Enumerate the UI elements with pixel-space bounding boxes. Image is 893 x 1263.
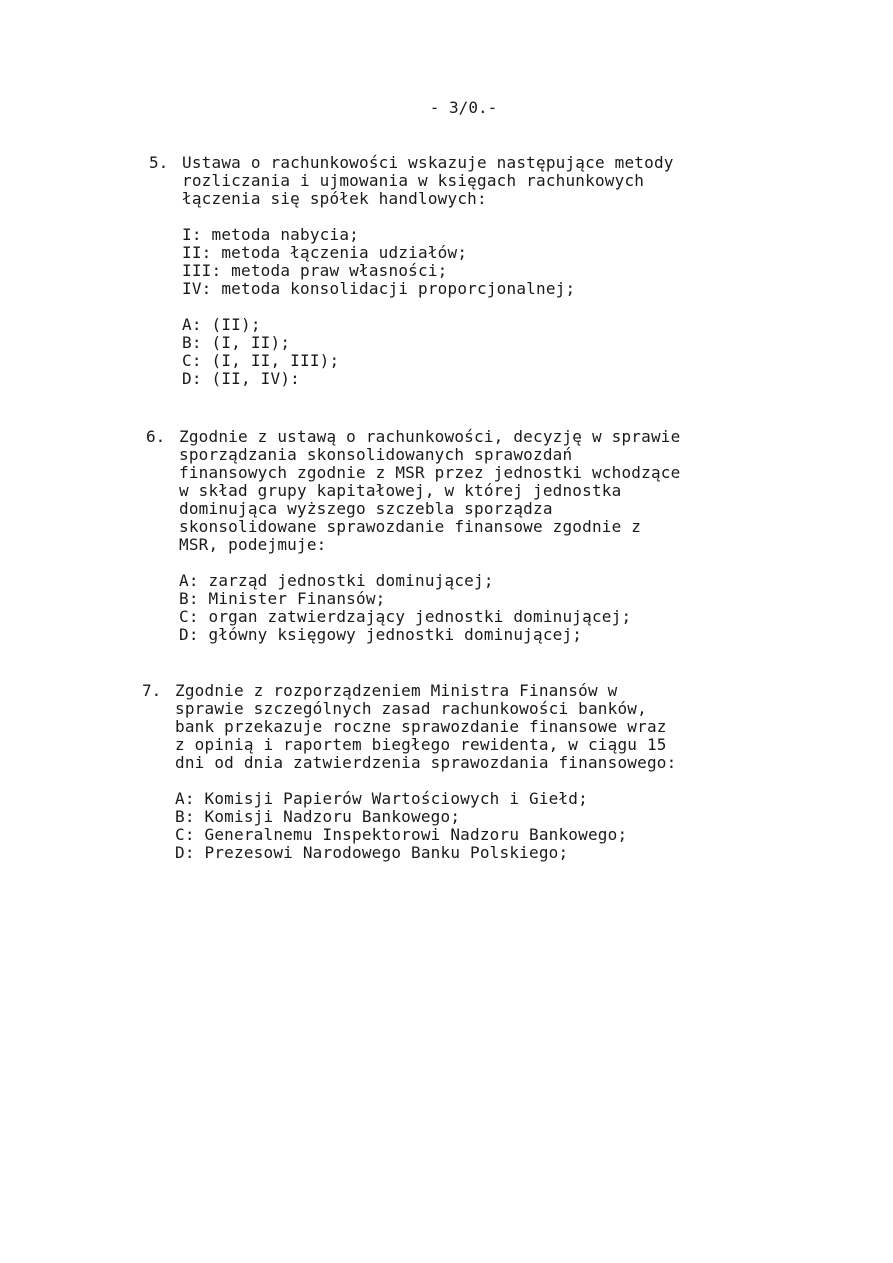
question-number: 6. (146, 427, 166, 446)
question-7 (142, 681, 893, 862)
answer-option-c: C: Generalnemu Inspektorowi Nadzoru Bankowego; (175, 825, 628, 844)
question-stem-line: bank przekazuje roczne sprawozdanie finansowe wraz (175, 717, 667, 736)
question-number: 7. (142, 681, 162, 700)
answer-option-d: D: główny księgowy jednostki dominującej; (179, 625, 583, 644)
question-stem-line: sprawie szczególnych zasad rachunkowości banków, (175, 699, 647, 718)
answer-option-d: D: Prezesowi Narodowego Banku Polskiego; (175, 843, 569, 862)
spacer (179, 554, 893, 572)
question-stem-line: MSR, podejmuje: (179, 535, 327, 554)
method-item: III: metoda praw własności; (182, 261, 448, 280)
question-stem-line: dni od dnia zatwierdzenia sprawozdania finansowego: (175, 753, 677, 772)
question-stem-line: z opinią i raportem biegłego rewidenta, w ciągu 15 (175, 735, 667, 754)
question-stem-line: dominująca wyższego szczebla sporządza (179, 499, 553, 518)
answer-option-b: B: (I, II); (182, 333, 291, 352)
question-5 (149, 153, 893, 388)
question-stem-line: finansowych zgodnie z MSR przez jednostki wchodzące (179, 463, 681, 482)
page-number: - 3/0.- (429, 98, 498, 117)
answer-option-a: A: zarząd jednostki dominującej; (179, 571, 494, 590)
question-stem-line: w skład grupy kapitałowej, w której jednostka (179, 481, 622, 500)
answer-option-c: C: (I, II, III); (182, 351, 340, 370)
question-stem-line: skonsolidowane sprawozdanie finansowe zgodnie z (179, 517, 642, 536)
question-stem-line: łączenia się spółek handlowych: (182, 189, 487, 208)
answer-option-d: D: (II, IV): (182, 369, 300, 388)
question-6 (146, 427, 893, 644)
answer-option-a: A: Komisji Papierów Wartościowych i Giełd; (175, 789, 588, 808)
question-stem-line: Ustawa o rachunkowości wskazuje następujące metody (182, 153, 674, 172)
question-stem-line: Zgodnie z rozporządzeniem Ministra Finansów w (175, 681, 618, 700)
answer-option-c: C: organ zatwierdzający jednostki dominującej; (179, 607, 632, 626)
method-item: I: metoda nabycia; (182, 225, 359, 244)
spacer (182, 298, 893, 316)
method-item: IV: metoda konsolidacji proporcjonalnej; (182, 279, 576, 298)
question-stem-line: rozliczania i ujmowania w księgach rachunkowych (182, 171, 645, 190)
question-number: 5. (149, 153, 169, 172)
spacer (175, 772, 893, 790)
spacer (182, 208, 893, 226)
answer-option-b: B: Minister Finansów; (179, 589, 386, 608)
answer-option-a: A: (II); (182, 315, 261, 334)
answer-option-b: B: Komisji Nadzoru Bankowego; (175, 807, 461, 826)
question-stem-line: Zgodnie z ustawą o rachunkowości, decyzję w sprawie (179, 427, 681, 446)
method-item: II: metoda łączenia udziałów; (182, 243, 468, 262)
question-stem-line: sporządzania skonsolidowanych sprawozdań (179, 445, 573, 464)
